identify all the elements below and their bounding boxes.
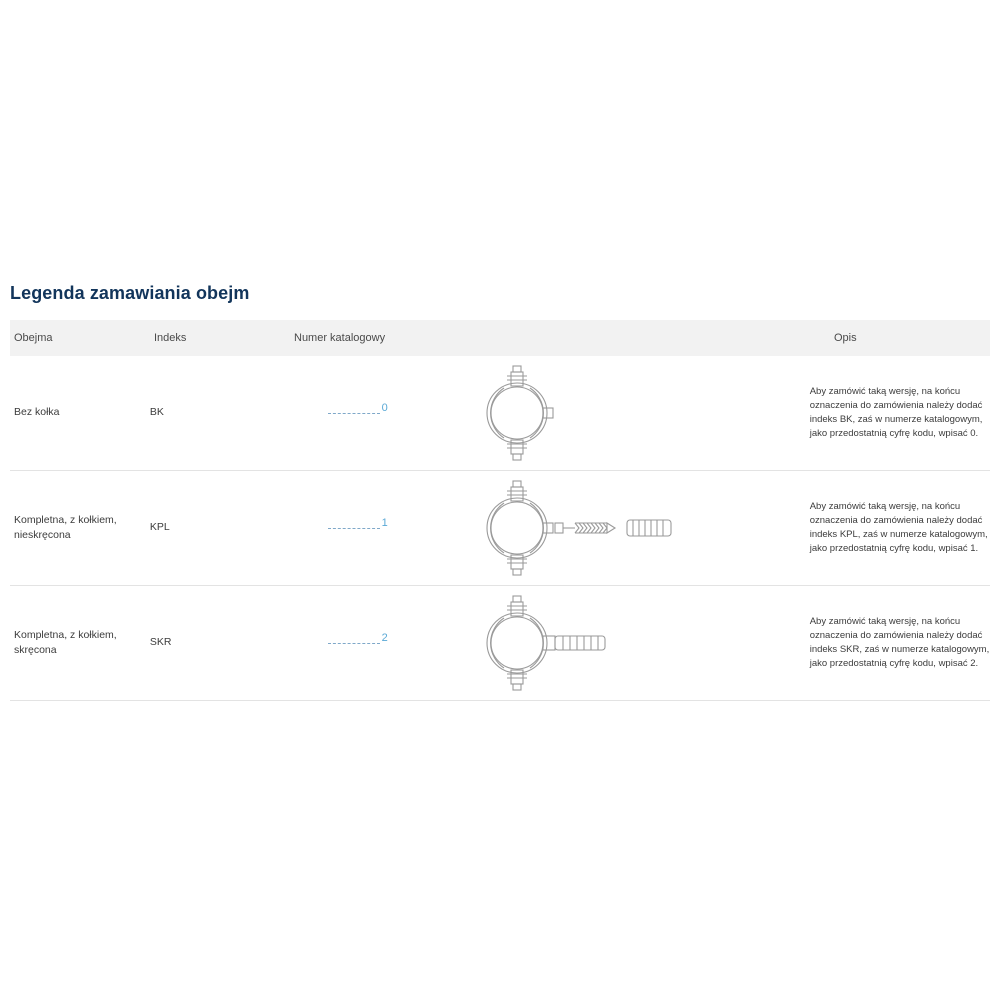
opis-text: Aby zamówić taką wersję, na końcu oznaczenia do zamówienia należy dodać indeks BK, zaś w numerze katalogowym, jako przedostatnią cyfrę kodu, wpisać 0.: [809, 385, 983, 440]
cell-image: [437, 588, 806, 698]
cell-opis: [806, 500, 990, 557]
cell-opis: [806, 385, 990, 442]
cell-indeks: SKR: [149, 636, 172, 649]
page-title: Legenda zamawiania obejm: [10, 283, 250, 303]
table-header-row: [10, 320, 990, 356]
cell-indeks: BK: [149, 406, 164, 419]
opis-text: Aby zamówić taką wersję, na końcu oznaczenia do zamówienia należy dodać indeks KPL, zaś w numerze katalogowym, jako przedostatnią cyfrę kodu, wpisać 1.: [809, 500, 988, 555]
catalog-number-digit: 0: [381, 402, 388, 414]
catalog-number-dashes: [328, 643, 380, 644]
cell-numer-katalogowy: [282, 401, 437, 425]
cell-numer-katalogowy: [282, 631, 437, 655]
cell-numer-katalogowy: [282, 516, 437, 540]
cell-indeks: KPL: [149, 521, 170, 534]
opis-text: Aby zamówić taką wersję, na końcu oznaczenia do zamówienia należy dodać indeks SKR, zaś w numerze katalogowym, jako przedostatnią cyfrę kodu, wpisać 2.: [809, 615, 990, 670]
table-row: [10, 356, 990, 471]
column-header-indeks: Indeks: [154, 332, 187, 344]
catalog-number-dashes: [328, 413, 380, 414]
catalog-number-digit: 1: [381, 517, 388, 529]
clamp-without-dowel-icon: [457, 358, 577, 468]
clamp-with-loose-dowel-icon: [457, 473, 687, 583]
cell-image: [437, 473, 806, 583]
column-header-opis: Opis: [834, 332, 857, 344]
legend-table: [10, 320, 990, 701]
cell-obejma: Kompletna, z kołkiem, nieskręcona: [14, 513, 117, 541]
cell-obejma: Bez kołka: [14, 406, 60, 419]
column-header-obejma: Obejma: [14, 332, 53, 344]
table-row: [10, 471, 990, 586]
catalog-number-digit: 2: [381, 632, 388, 644]
column-header-numer-katalogowy: Numer katalogowy: [294, 332, 386, 344]
cell-opis: [806, 615, 990, 672]
catalog-number-dashes: [328, 528, 380, 529]
cell-obejma: Kompletna, z kołkiem, skręcona: [14, 628, 117, 656]
table-row: [10, 586, 990, 701]
clamp-assembled-icon: [457, 588, 617, 698]
cell-image: [437, 358, 806, 468]
